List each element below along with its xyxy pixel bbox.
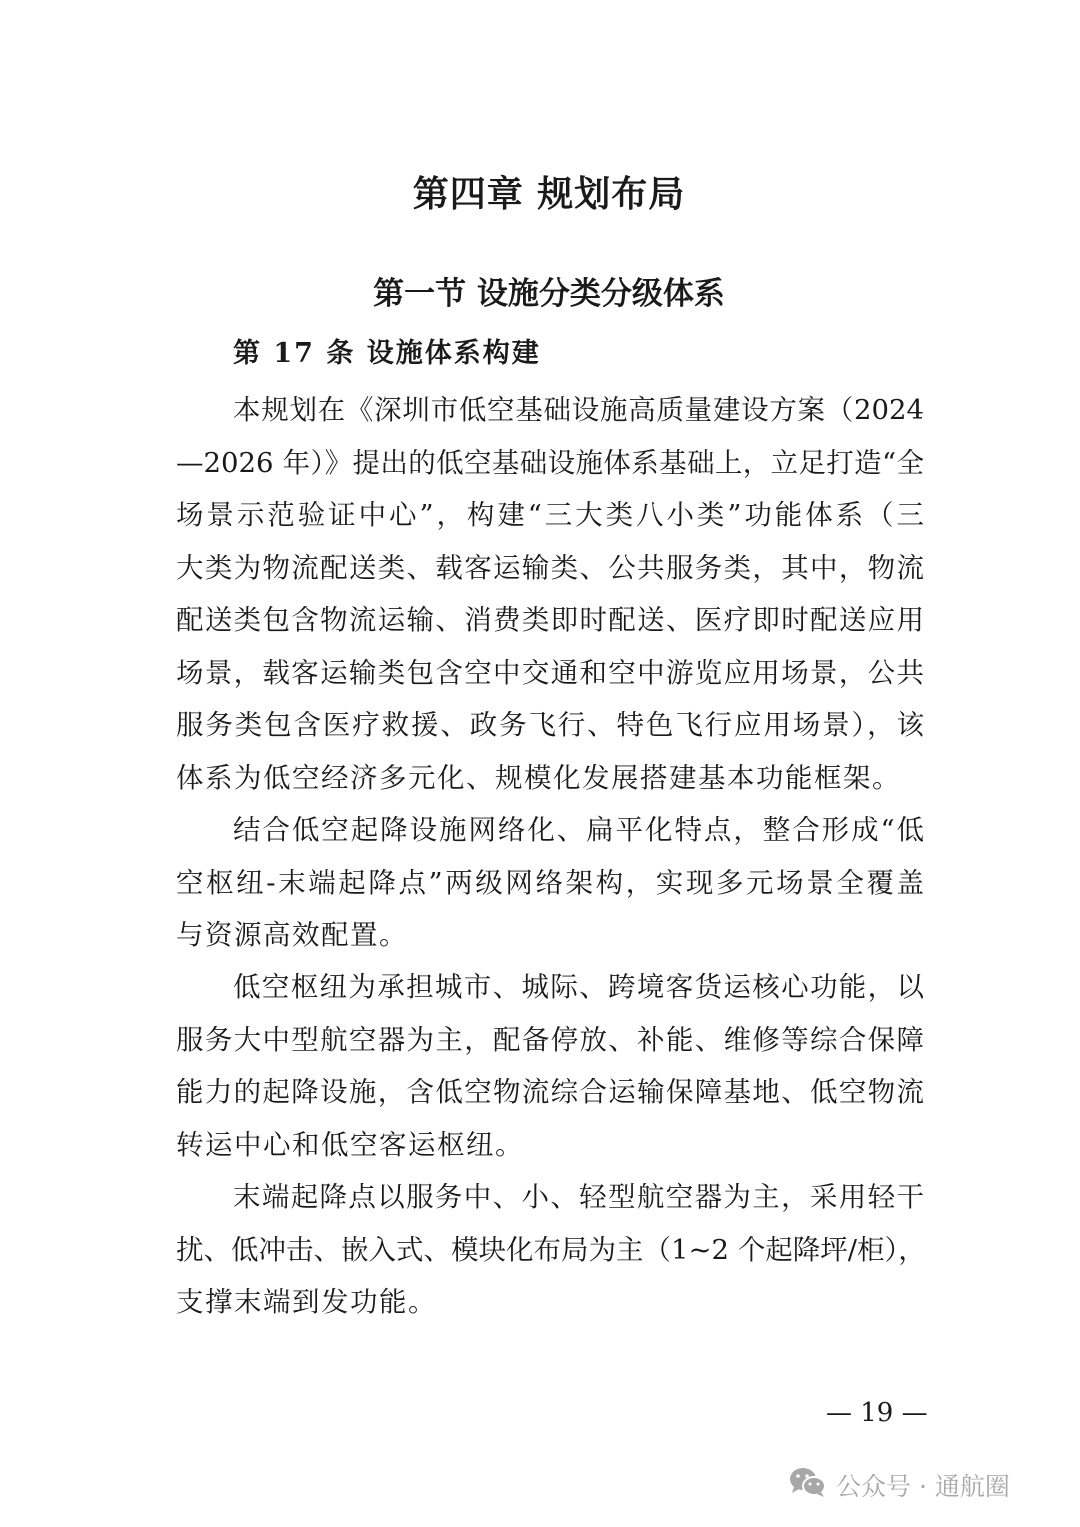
paragraph-line: 体系为低空经济多元化、规模化发展搭建基本功能框架。 [176,761,901,794]
section-title: 第一节 设施分类分级体系 [373,276,725,312]
paragraph-line: 配送类包含物流运输、消费类即时配送、医疗即时配送应用 [176,604,924,636]
paragraph-line: 服务类包含医疗救援、政务飞行、特色飞行应用场景），该 [176,709,924,741]
paragraph-line: 低空枢纽为承担城市、城际、跨境客货运核心功能，以 [233,971,924,1003]
article-title: 第 17 条 设施体系构建 [233,338,541,369]
page-number: — 19 — [826,1398,928,1428]
wechat-icon [788,1465,828,1505]
paragraph-line: 转运中心和低空客运枢纽。 [176,1128,524,1161]
paragraph-line: 扰、低冲击、嵌入式、模块化布局为主（1~2 个起降坪/柜）， [176,1233,926,1266]
paragraph-line: 与资源高效配置。 [176,919,408,951]
paragraph-line: 服务大中型航空器为主，配备停放、补能、维修等综合保障 [176,1023,924,1056]
paragraph-line: 大类为物流配送类、载客运输类、公共服务类，其中，物流 [176,551,924,584]
paragraph-line: 场景，载客运输类包含空中交通和空中游览应用场景，公共 [176,656,924,689]
paragraph-line: 支撑末端到发功能。 [176,1286,437,1318]
paragraph-line: 本规划在《深圳市低空基础设施高质量建设方案（2024 [233,394,924,426]
watermark-text: 公众号 · 通航圈 [836,1472,1010,1501]
paragraph-line: 场景示范验证中心”，构建“三大类八小类”功能体系（三 [176,499,924,531]
chapter-title: 第四章 规划布局 [412,174,686,215]
paragraph-line: —2026 年）》提出的低空基础设施体系基础上，立足打造“全 [176,446,924,479]
watermark [788,1465,1010,1505]
paragraph-line: 结合低空起降设施网络化、扁平化特点，整合形成“低 [233,814,924,846]
paragraph-line: 空枢纽-末端起降点”两级网络架构，实现多元场景全覆盖 [176,866,924,899]
paragraph-line: 末端起降点以服务中、小、轻型航空器为主，采用轻干 [233,1181,924,1213]
paragraph-line: 能力的起降设施，含低空物流综合运输保障基地、低空物流 [176,1076,924,1108]
